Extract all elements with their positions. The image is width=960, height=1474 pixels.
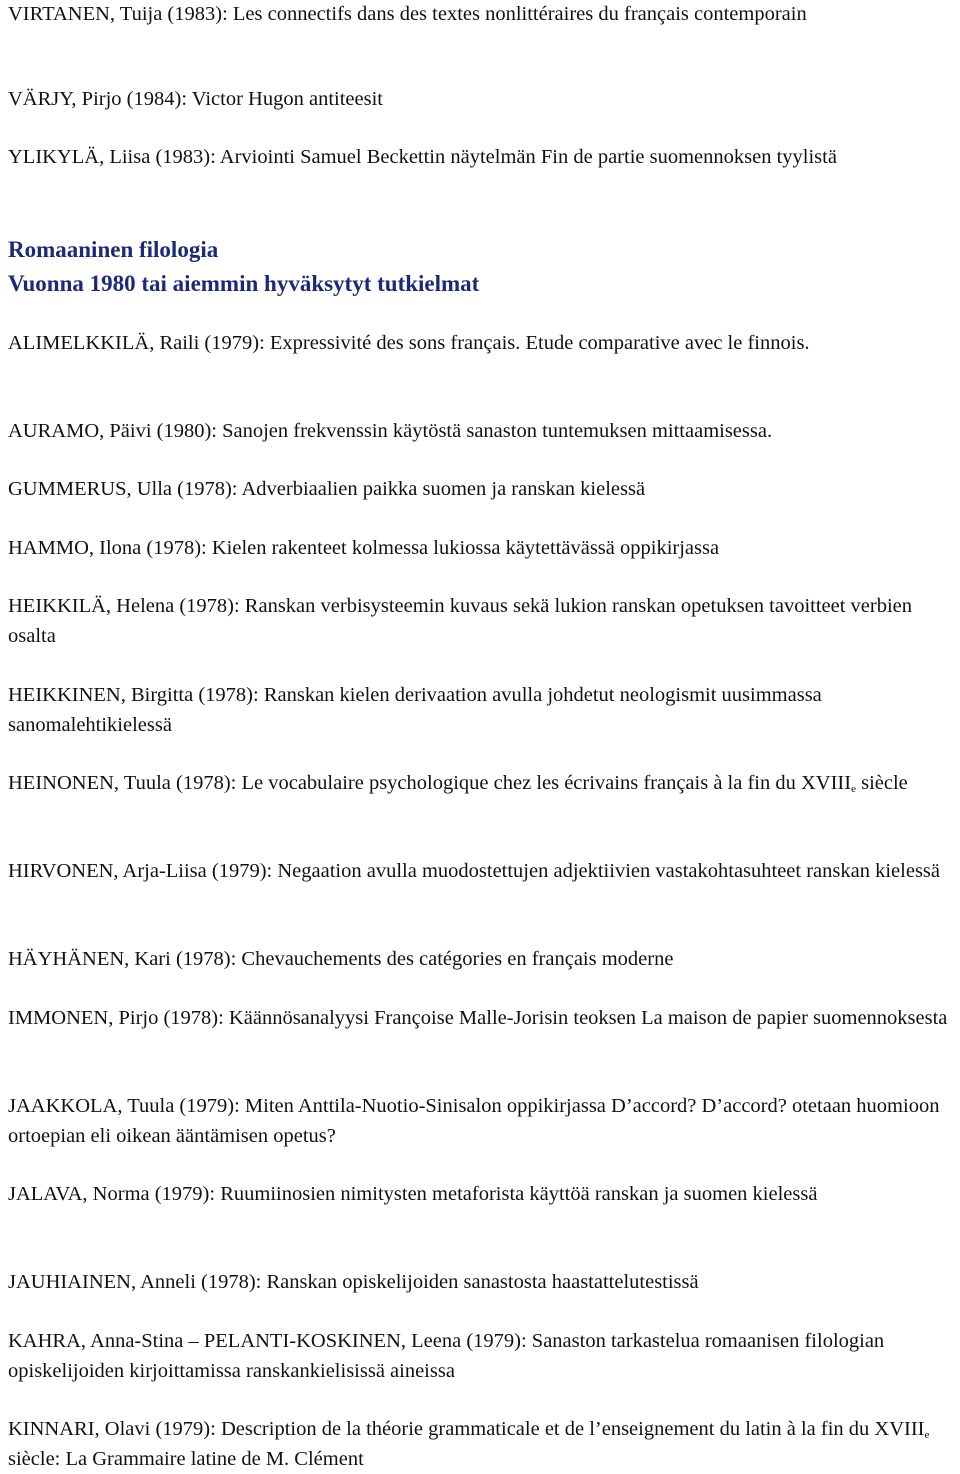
bibliography-entry: HÄYHÄNEN, Kari (1978): Chevauchements des catégories en français moderne: [8, 948, 674, 970]
bibliography-entry: HIRVONEN, Arja-Liisa (1979): Negaation avulla muodostettujen adjektiivien vastakohtasuhteet ranskan kielessä: [8, 860, 940, 882]
bibliography-entry: YLIKYLÄ, Liisa (1983): Arviointi Samuel Beckettin näytelmän Fin de partie suomennoksen tyylistä: [8, 146, 837, 168]
bibliography-entry: [8, 1415, 956, 1474]
entry-text: HEINONEN, Tuula (1978): Le vocabulaire psychologique chez les écrivains français à la fin du XVIII: [8, 772, 852, 794]
section-subtitle: Vuonna 1980 tai aiemmin hyväksytyt tutkielmat: [8, 271, 480, 296]
section-title: Romaaninen filologia: [8, 237, 219, 262]
bibliography-entry: [8, 769, 956, 799]
entry-text: KINNARI, Olavi (1979): Description de la théorie grammaticale et de l’enseignement du latin à la fin du XVIII: [8, 1418, 925, 1440]
bibliography-entry: KAHRA, Anna-Stina – PELANTI-KOSKINEN, Leena (1979): Sanaston tarkastelua romaanisen filologian opiskelijoiden kirjoittamissa ranskankielisissä aineissa: [8, 1330, 885, 1382]
bibliography-entry: JAAKKOLA, Tuula (1979): Miten Anttila-Nuotio-Sinisalon oppikirjassa D’accord? D’accord? otetaan huomioon ortoepian eli oikean ääntämisen opetus?: [8, 1095, 940, 1147]
bibliography-entry: GUMMERUS, Ulla (1978): Adverbiaalien paikka suomen ja ranskan kielessä: [8, 478, 646, 500]
entry-text: siècle: La Grammaire latine de M. Clément: [8, 1447, 364, 1470]
bibliography-entry: HEIKKILÄ, Helena (1978): Ranskan verbisysteemin kuvaus sekä lukion ranskan opetuksen tavoitteet verbien osalta: [8, 595, 913, 647]
ordinal-superscript: e: [851, 783, 856, 795]
entry-text: siècle: [855, 772, 908, 794]
ordinal-superscript: e: [924, 1429, 930, 1441]
bibliography-entry: HAMMO, Ilona (1978): Kielen rakenteet kolmessa lukiossa käytettävässä oppikirjassa: [8, 537, 720, 559]
bibliography-entry: ALIMELKKILÄ, Raili (1979): Expressivité des sons français. Etude comparative avec le finnois.: [8, 332, 810, 354]
bibliography-entry: JALAVA, Norma (1979): Ruumiinosien nimitysten metaforista käyttöä ranskan ja suomen kielessä: [8, 1183, 818, 1205]
bibliography-entry: VIRTANEN, Tuija (1983): Les connectifs dans des textes nonlittéraires du français contemporain: [8, 3, 807, 25]
bibliography-entry: AURAMO, Päivi (1980): Sanojen frekvenssin käytöstä sanaston tuntemuksen mittaamisessa.: [8, 420, 773, 442]
bibliography-entry: VÄRJY, Pirjo (1984): Victor Hugon antiteesit: [8, 88, 383, 110]
bibliography-entry: JAUHIAINEN, Anneli (1978): Ranskan opiskelijoiden sanastosta haastattelutestissä: [8, 1271, 699, 1293]
bibliography-entry: HEIKKINEN, Birgitta (1978): Ranskan kielen derivaation avulla johdetut neologismit uusimmassa sanomalehtikielessä: [8, 684, 822, 736]
bibliography-entry: IMMONEN, Pirjo (1978): Käännösanalyysi Françoise Malle-Jorisin teoksen La maison de papier suomennoksesta: [8, 1007, 948, 1029]
